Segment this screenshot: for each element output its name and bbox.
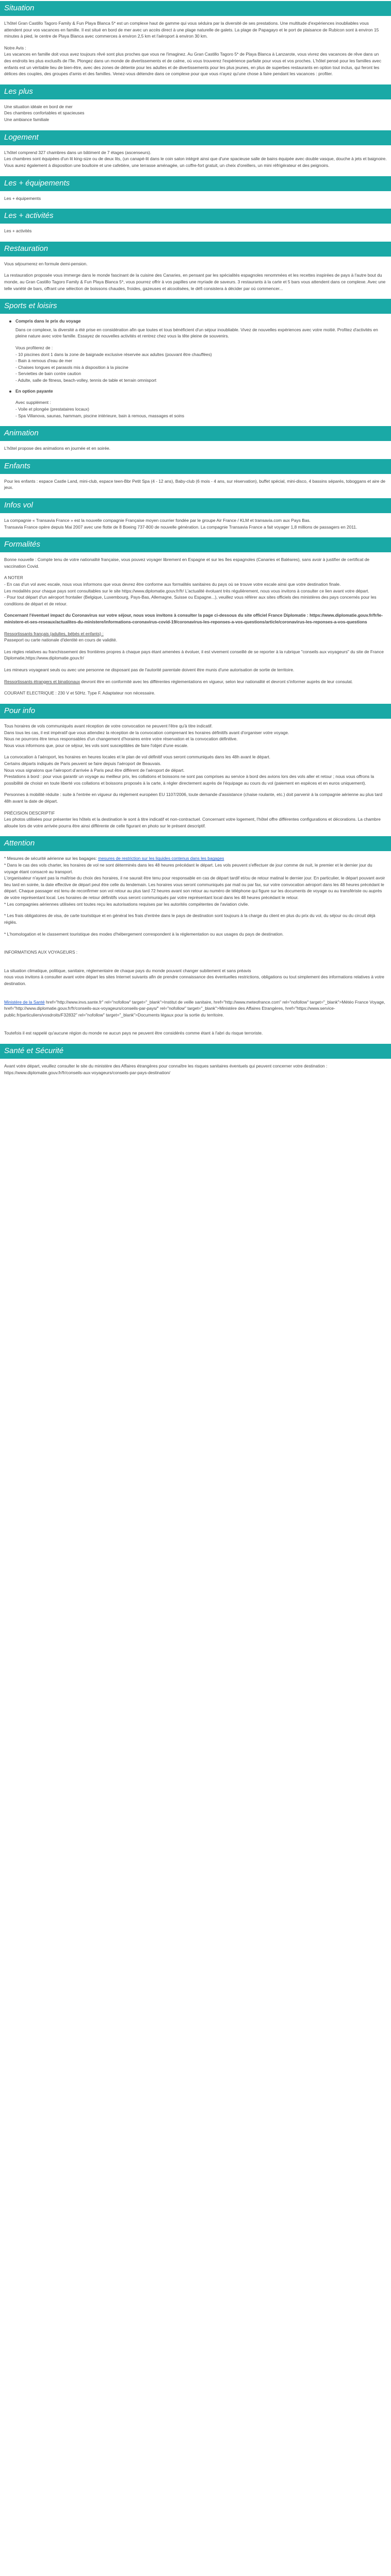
included-list-item: - Chaises longues et parasols mis à disposition à la piscine: [15, 364, 128, 370]
included-list-item: - 10 piscines dont 1 dans la zone de baignade exclusive réservée aux adultes (pouvant être chauffées): [15, 351, 212, 357]
sante-securite-text: Avant votre départ, veuillez consulter le site du ministère des Affaires étrangères pour connaître les risques sanitaires éventuels qui peuvent concerner votre destination : https://www.diplomatie.gouv.fr/fr/conseils-aux-voyageurs/conseils-par-pays-destination/: [4, 1063, 328, 1075]
pour-info-paragraph: La convocation à l'aéroport, les horaires en heures locales et le plan de vol définitif vous seront communiqués dans les 48h avant le départ. Certains départs indiqués de Paris peuvent se faire depuis l'aéroport de Beauvais. Nous vous signalons que l'aéroport d'arrivée à Paris peut être différent de l'aéroport de départ. Prestations à bord : pour vous garantir un voyage au meilleur prix, les collations et boissons ne sont pas comprises au service à bord des avions lors des vols aller et retour ; nous vous offrons la possibilité de choisir en toute liberté vos collations et boissons proposés à la carte, à régler directement auprès de l'équipage au cours du vol (paiement en espèces et en euros uniquement).: [4, 754, 374, 786]
section-title-sante-securite: Santé et Sécurité: [0, 1044, 391, 1059]
coronavirus-paragraph: Concernant l'éventuel impact du Coronavirus sur votre séjour, nous vous invitons à consulter la page ci-dessous du site officiel France Diplomatie : https://www.diplomatie.gouv.fr/fr/le-ministere-et-ses-reseaux/actualites-du-ministere/informations-coronavirus-covid-19/coronavirus-les-reponses-a-vos-questions/article/coronavirus-les-reponses-a-vos-questions: [4, 613, 383, 625]
enfants-text: Pour les enfants : espace Castle Land, mini-club, espace teen-Bbr Petit Spa (4 - 12 ans), Baby-club (6 mois - 4 ans, sur réservation), buffet spécial, mini-disco, 4 bassins séparés, toboggans et aire de jeux.: [4, 478, 386, 490]
included-paragraph: Dans ce complexe, la diversité a été prise en considération afin que toutes et tous bénéficient d'un séjour inoubliable. Vivez de nouvelles expériences avec votre moitié. Profitez d'activités en pleine nature avec votre famille. Essayez de nouvelles activités et rentrez chez vous la tête pleine de souvenirs.: [15, 327, 378, 339]
section-enfants: [0, 459, 391, 491]
bullet-icon: [9, 391, 11, 393]
ressortissants-etrangers-heading: Ressortissants étrangers et binationaux: [4, 679, 80, 684]
equipements-text: Les + équipements: [4, 195, 41, 201]
section-pour-info: [0, 704, 391, 829]
ministere-sante-link[interactable]: Ministère de la Santé: [4, 999, 45, 1005]
sub-heading-included: Compris dans le prix du voyage: [8, 318, 387, 325]
notre-avis-heading: Notre Avis :: [4, 45, 26, 50]
restauration-paragraph: Vous séjournerez en formule demi-pension.: [4, 261, 88, 266]
pour-info-paragraph: Tous horaires de vols communiqués avant réception de votre convocation ne peuvent l'être qu'à titre indicatif. Dans tous les cas, il est impératif que vous attendiez la réception de la convocation comprenant les horaires définitifs avant d'organiser votre voyage. Nous ne pourrons être tenus responsables d'un changement d'horaires entre votre réservation et la convocation définitive. Nous vous informons que, pour ce séjour, les vols sont susceptibles de faire l'objet d'une escale.: [4, 723, 289, 748]
section-title-sports-loisirs: Sports et loisirs: [0, 299, 391, 314]
section-formalites: [0, 537, 391, 697]
attention-paragraph: * Mesures de sécurité aérienne sur les bagages: mesures de restriction sur les liquides contenus dans les bagages * Dans le cas des vols charter, les horaires de vol ne sont déterminés dans les 48 heures précédant le départ. Les vols peuvent s'effectuer de jour comme de nuit, le premier et le dernier jour du voyage étant consacré au transport. L'organisateur n'ayant pas la maîtrise du choix des horaires, il ne saurait être tenu pour responsable en cas de départ tardif et/ou de retour matinal le dernier jour. En particulier, le départ pouvant avoir lieu tard en soirée, la date effective de départ peut être celle du lendemain. Les horaires vous seront communiqués par mail ou par fax, sur votre convocation aéroport dans les 48 heures précédant le départ. Chaque passager est tenu de reconfirmer son vol retour au plus tard 72 heures avant son retour au numéro de téléphone qui figure sur les documents de voyage ou au transfériste ou auprès de votre représentant local. Les horaires de retour définitifs vous seront communiqués par votre représentant local dans les 48 heures précédant le retour. * Les compagnies aériennes utilisées ont toutes reçu les autorisations requises par les autorités compétentes de l'aviation civile.: [4, 856, 385, 907]
les-plus-item: Des chambres confortables et spacieuses: [4, 110, 85, 116]
informations-voyageurs-heading: INFORMATIONS AUX VOYAGEURS :: [4, 950, 78, 955]
option-list-heading: Avec supplément :: [15, 400, 51, 405]
les-plus-item: Une ambiance familiale: [4, 117, 50, 123]
section-animation: [0, 426, 391, 452]
formalites-paragraph: Les règles relatives au franchissement des frontières propres à chaque pays étant amenées à évoluer, il est vivement conseillé de se reporter à la rubrique "conseils aux voyageurs" du site de France Diplomatie,https://www.diplomatie.gouv.fr/: [4, 649, 384, 661]
formalites-paragraph: Bonne nouvelle : Compte tenu de votre nationalité française, vous pouvez voyager librement en Espagne et sur les îles espagnoles (Canaries et Baléares), sans avoir à justifier de certificat de vaccination Covid.: [4, 557, 370, 569]
section-title-les-plus: Les plus: [0, 84, 391, 99]
section-infos-vol: [0, 498, 391, 530]
activites-text: Les + activités: [4, 228, 32, 234]
bullet-icon: [9, 320, 11, 323]
section-sports-loisirs: [0, 299, 391, 419]
section-title-restauration: Restauration: [0, 242, 391, 257]
option-list-item: - Voile et plongée (prestataires locaux): [15, 406, 89, 412]
formalites-paragraph: Les mineurs voyageant seuls ou avec une personne ne disposant pas de l'autorité parentale doivent être munis d'une autorisation de sortie de territoire.: [4, 667, 295, 673]
logement-paragraph: Les chambres sont équipées d'un lit king-size ou de deux lits, (un canapé-lit dans le coin salon intégré ainsi que d'une spacieuse salle de bains équipée avec double vasque, douche à jets et baignoire. Vous aurez également à disposition une boulloire et une cafetière, une terrasse aménagée, un coffre-fort gratuit, un cheix d'oreillers, un mini réfrigérateur et des peignoirs.: [4, 156, 387, 168]
included-list-item: - Bain à remous d'eau de mer: [15, 358, 73, 364]
restauration-paragraph: La restauration proposée vous immerge dans le monde fascinant de la cuisine des Canaries, en pensant par les spécialités espagnoles renommées et les recettes inspirées de pays à l'autre bout du monde, au Gran Castillo Tagoro Family & Fun Playa Blanca 5*, vous pourrez offrir à vos papilles une myriade de saveurs. 3 restaurants à la carte et 5 bars vous attendent dans ce complexe. Avec une telle variété de bars, offrant une sélection de boissons chaudes, froides, gazeuses et alcoolisées, le défi consistera à décider par où commencer...: [4, 273, 386, 291]
notre-avis-paragraph: Les vacances en famille doit vous avez toujours rêvé sont plus proches que vous ne l'imaginez. Au Gran Castillo Tagoro 5* de Playa Blanca à Lanzarote, vous vivrez des vacances de rêve dans un des endroits les plus exclusifs de l'île. Plongez dans un monde de divertissements et de calme, où vous trouverez l'expérience parfaite pour vous et vos proches. L'hôtel pensé pour les familles avec enfants est un véritable lieu de bien-être, avec des zones de détente pour les adultes et de divertissements pour les plus jeunes, en plus de superbes restaurants en option tout inclus, qui feront les délices des couples, des groupes d'amis et des familles. Venez-vous détendre dans ce complexe pour que vous n'ayez qu'une chose à faire pendant les vacances : profiter.: [4, 52, 382, 77]
ressortissants-etrangers-paragraph: Ressortissants étrangers et binationaux devront être en conformité avec les différentes réglementations en vigueur, selon leur nationalité et devront s'informer auprès de leur consulat.: [4, 679, 353, 684]
included-list-item: - Serviettes de bain contre caution: [15, 371, 82, 377]
section-title-attention: Attention: [0, 836, 391, 851]
les-plus-item: Une situation idéale en bord de mer: [4, 104, 73, 109]
option-list-item: - Spa Villanova, saunas, hammam, piscine intérieure, bain à remous, massages et soins: [15, 413, 185, 418]
section-title-logement: Logement: [0, 130, 391, 145]
sub-heading-option: En option payante: [8, 388, 387, 395]
infos-vol-paragraph: La compagnie « Transavia France » est la nouvelle compagnie Française moyen courrier fondée par le groupe Air France / KLM et transavia.com aux Pays Bas.: [4, 517, 311, 523]
courant-electrique-text: COURANT ELECTRIQUE : 230 V et 50Hz. Type F. Adaptateur non nécessaire.: [4, 690, 155, 696]
section-title-equipements: Les + équipements: [0, 176, 391, 191]
section-attention: [0, 836, 391, 1037]
section-restauration: [0, 242, 391, 292]
section-activites: [0, 209, 391, 234]
section-title-enfants: Enfants: [0, 459, 391, 474]
a-noter-paragraph: - En cas d'un vol avec escale, nous vous informons que vous devrez être conforme aux formalités sanitaires du pays où se trouve votre escale ainsi que votre destination finale. Les modalités pour chaque pays sont consultables sur le site https://www.diplomatie.gouv.fr/fr/ L'actualité évoluant très régulièrement, nous vous invitons à consulter ce lien avant votre départ. - Pour tout départ d'un aéroport frontalier (Belgique, Luxembourg, Pays-Bas, Allemagne, Suisse ou Espagne...), veuillez vous référer aux sites officiels des ministères des pays concernés pour les conditions de départ et de retour.: [4, 581, 377, 606]
section-title-pour-info: Pour info: [0, 704, 391, 719]
ressortissants-francais-heading: Ressortissants français (adultes, bébés et enfants) :: [4, 631, 104, 636]
infos-vol-paragraph: Transavia France opère depuis Mai 2007 avec une flotte de 8 Boeing 737-800 de nouvelle génération. La compagnie Transavia France a fait voyager 1,8 millions de passagers en 2011.: [4, 524, 357, 530]
section-sante-securite: [0, 1044, 391, 1076]
ressortissants-francais-paragraph: Passeport ou carte nationale d'identité en cours de validité.: [4, 637, 118, 643]
included-list-heading: Vous profiterez de :: [15, 345, 53, 351]
logement-paragraph: L'hôtel comprend 327 chambres dans un bâtiment de 7 étages (ascenseurs).: [4, 149, 152, 155]
section-title-situation: Situation: [0, 1, 391, 16]
a-noter-heading: A NOTER: [4, 575, 23, 581]
pour-info-paragraph: Personnes à mobilité réduite : suite à l'entrée en vigueur du règlement européen EU 1107/2006, toute demande d'assistance (chaise roulante, etc.) doit parvenir à la compagnie aérienne au plus tard 48h avant la date de départ.: [4, 792, 383, 804]
attention-paragraph: * Les frais obligatoires de visa, de carte touristique et en général les frais d'entrée dans le pays de destination sont toujours à la charge du client en plus du prix du vol, du séjour ou du circuit déjà réglés.: [4, 913, 376, 925]
product-description-page: [0, 0, 391, 1079]
attention-paragraph: Toutefois il est rappelé qu'aucune région du monde ne aucun pays ne peuvent être considérés comme étant à l'abri du risque terroriste.: [4, 1030, 263, 1036]
attention-paragraph: La situation climatique, politique, sanitaire, réglementaire de chaque pays du monde pouvant changer subitement et sans préavis nous vous invitons à consulter avant votre départ les sites Internet suivants afin de prendre connaissance des éventuelles restrictions, obligations ou tout simplement des informations relatives à votre destination.: [4, 968, 384, 986]
section-situation: [0, 1, 391, 77]
liquids-restriction-link[interactable]: mesures de restriction sur les liquides contenus dans les bagages: [98, 856, 224, 861]
section-equipements: [0, 176, 391, 202]
included-list-item: - Adulte, salle de fitness, beach-volley, tennis de table et terrain omnisport: [15, 378, 157, 383]
section-title-infos-vol: Infos vol: [0, 498, 391, 513]
precision-descriptif-paragraph: Les photos utilisées pour présenter les hôtels et la destination le sont à titre indicatif et non-contractuel. Concernant votre logement, l'hôtel offre différentes configurations et décorations. La chambre allouée lors de votre arrivée pourra être ainsi différente de celle figurant en photo sur le présent descriptif.: [4, 817, 381, 828]
animation-text: L'hôtel propose des animations en journée et en soirée.: [4, 446, 110, 451]
section-title-activites: Les + activités: [0, 209, 391, 224]
precision-descriptif-heading: PRÉCISION DESCRIPTIF: [4, 810, 55, 816]
section-les-plus: [0, 84, 391, 123]
section-title-animation: Animation: [0, 426, 391, 441]
section-logement: [0, 130, 391, 169]
situation-paragraph: L'hôtel Gran Castillo Tagoro Family & Fun Playa Blanca 5* est un complexe haut de gamme qui vous séduira par la diversité de ses prestations. Une multitude d'expériences inoubliables vous attendent pour vos vacances en famille. Il est situé en bord de mer avec un accès direct à une plage naturelle de galets. La plage de Papagayo et le port de plaisance de Rubicon sont à environ 15 minutes à pied, le centre de Playa Blanca avec commerces à environ 2,5 km et l'aéroport à environ 30 km.: [4, 21, 379, 39]
attention-paragraph: * L'homologation et le classement touristique des modes d'hébergement correspondent à la réglementation ou aux usages du pays de destination.: [4, 931, 284, 937]
section-title-formalites: Formalités: [0, 537, 391, 552]
useful-links-paragraph: Ministère de la Santé href="http://www.invs.sante.fr" rel="nofollow" target="_blank">Institut de veille sanitaire, href="http://www.meteofrance.com" rel="nofollow" target="_blank">Météo France Voyage, href="http://www.diplomatie.gouv.fr/fr/conseils-aux-voyageurs/conseils-par-pays/" rel="nofollow" target="_blank">Ministère des Affaires Etrangères, href="https://www.service-public.fr/particuliers/vosdroits/F32832" rel="nofollow" target="_blank">Documents légaux pour la sortie du territoire.: [4, 999, 385, 1018]
